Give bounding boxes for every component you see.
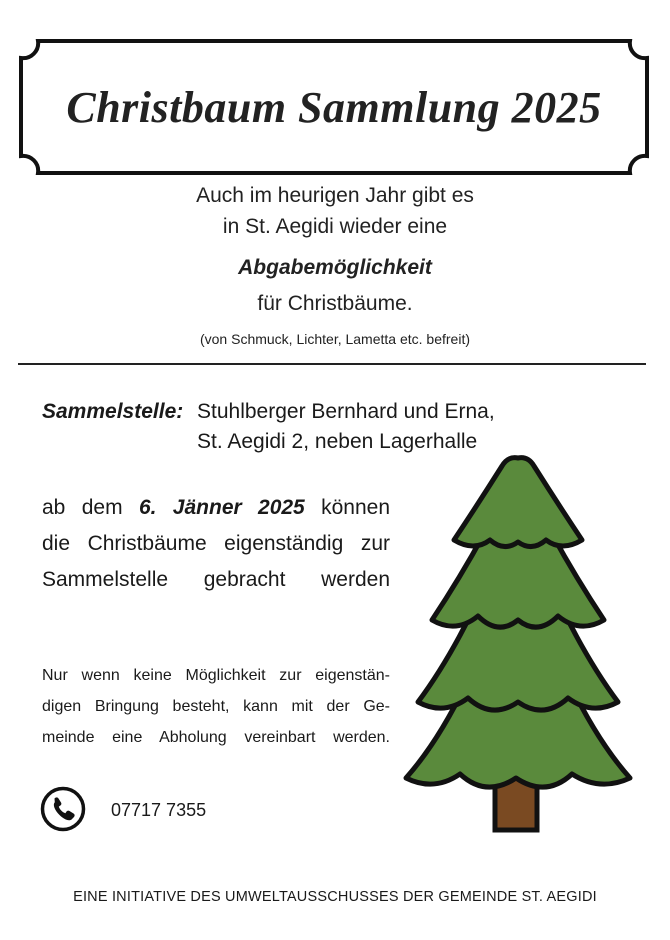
phone-number: 07717 7355 [111, 800, 207, 820]
dates-suffix: können [321, 496, 391, 519]
dates-date: 6. Jänner 2025 [138, 496, 305, 519]
dates-line-1 [42, 490, 390, 526]
pickup-line-2: digen Bringung besteht, kann mit der Ge- [42, 698, 390, 715]
footer-text: EINE INITIATIVE DES UMWELTAUSSCHUSSES DER GEMEINDE ST. AEGIDI [73, 889, 597, 905]
pickup-paragraph [42, 660, 390, 753]
tree-tier-upper [432, 534, 604, 627]
dates-line-2: die Christbäume eigenständig zur [42, 532, 390, 555]
intro-note: (von Schmuck, Lichter, Lametta etc. befreit) [199, 331, 470, 347]
phone-icon [40, 786, 86, 832]
collection-address-line-2: St. Aegidi 2, neben Lagerhalle [197, 430, 478, 453]
pickup-line-1: Nur wenn keine Möglichkeit zur eigenstän- [42, 667, 390, 684]
intro-line-2: in St. Aegidi wieder eine [222, 215, 448, 238]
dates-paragraph [42, 490, 390, 598]
page-title: Christbaum Sammlung 2025 [66, 83, 602, 132]
intro-line-4: für Christbäume. [257, 292, 413, 315]
collection-label: Sammelstelle: [42, 400, 184, 423]
tree-tier-top [454, 458, 582, 547]
divider [18, 363, 646, 365]
dates-prefix: ab dem [42, 496, 123, 519]
christmas-tree-illustration [398, 452, 638, 834]
intro-highlight: Abgabemöglichkeit [238, 256, 432, 279]
pickup-line-3: meinde eine Abholung vereinbart werden. [42, 729, 390, 746]
collection-address-line-1: Stuhlberger Bernhard und Erna, [197, 400, 495, 423]
dates-line-3: Sammelstelle gebracht werden [42, 568, 390, 591]
intro-line-1: Auch im heurigen Jahr gibt es [196, 184, 474, 207]
